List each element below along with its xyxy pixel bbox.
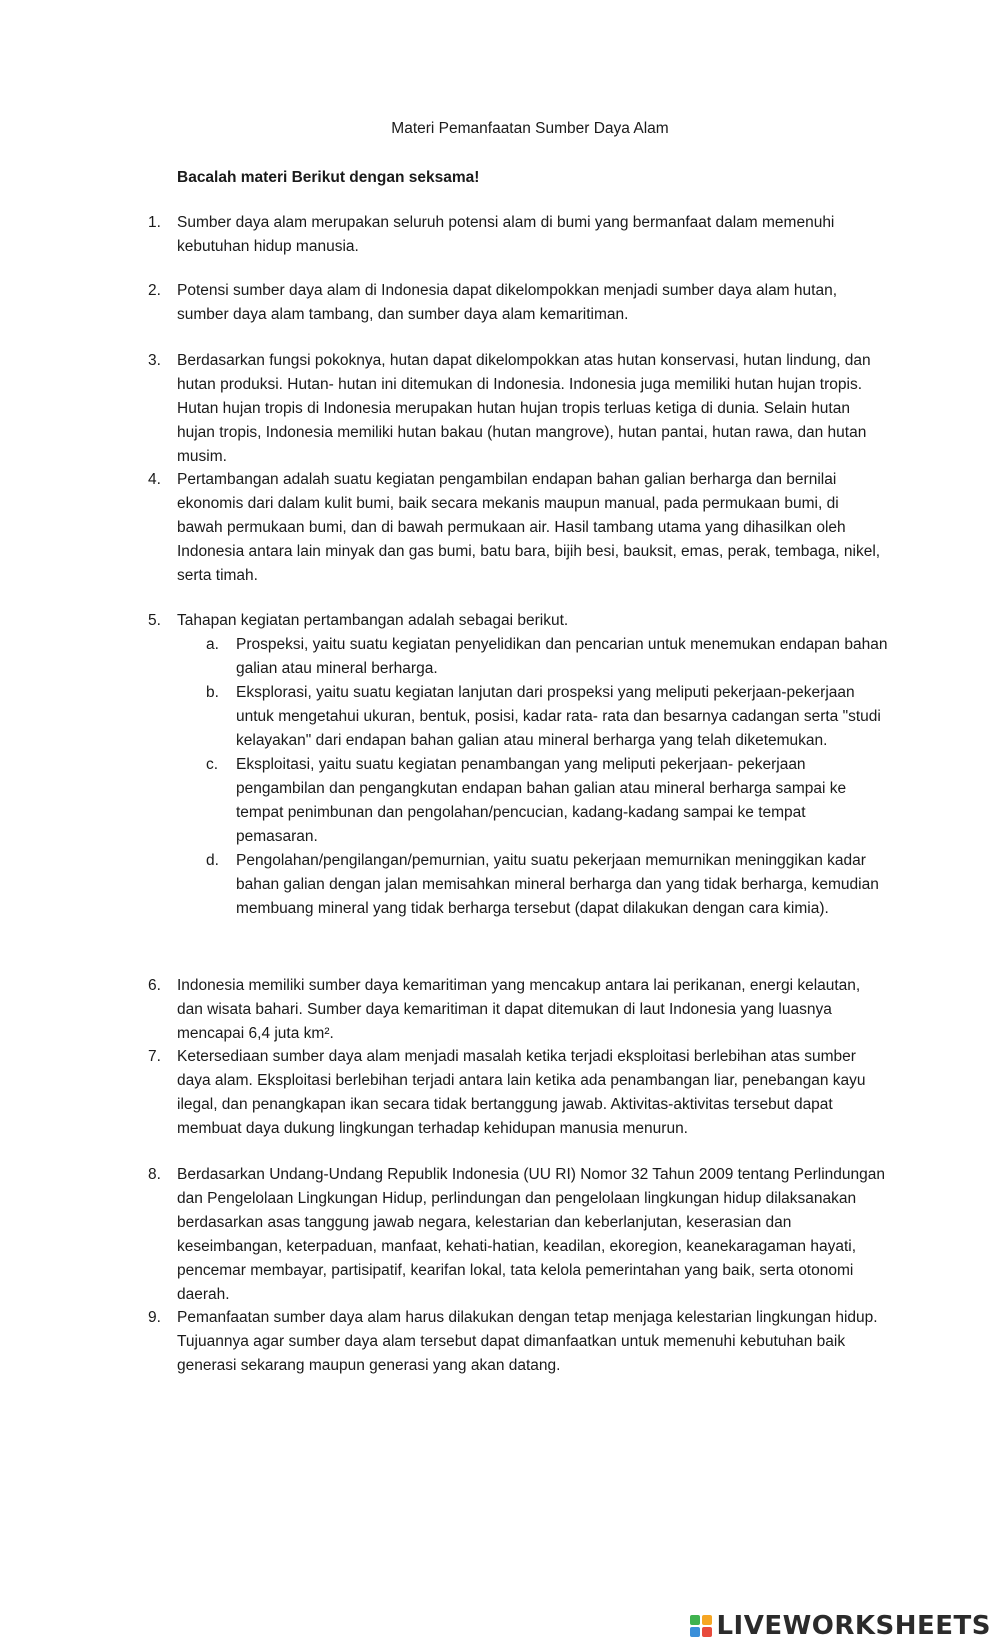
item-text: Pertambangan adalah suatu kegiatan pengambilan endapan bahan galian berharga dan bernilai ekonomis dari dalam kulit bumi, baik secara mekanis maupun manual, pada permukaan bumi, di bawah permukaan bumi, dan di bawah permukaan air. Hasil tambang utama yang dihasilkan oleh Indonesia antara lain minyak dan gas bumi, batu bara, bijih besi, bauksit, emas, perak, tembaga, nikel, serta timah.: [177, 471, 881, 584]
logo-icon: [690, 1615, 712, 1637]
subitem-letter: b.: [206, 684, 219, 701]
list-item-5: [148, 609, 888, 921]
item-text: Berdasarkan fungsi pokoknya, hutan dapat dikelompokkan atas hutan konservasi, hutan lindung, dan hutan produksi. Hutan- hutan ini ditemukan di Indonesia. Indonesia juga memiliki hutan hujan tropis. Hutan hujan tropis di Indonesia merupakan hutan hujan tropis terluas ketiga di dunia. Selain hutan hujan tropis, Indonesia memiliki hutan bakau (hutan mangrove), hutan pantai, hutan rawa, dan hutan musim.: [177, 352, 871, 465]
subitem-b: [177, 681, 888, 753]
item-text: Potensi sumber daya alam di Indonesia dapat dikelompokkan menjadi sumber daya alam hutan, sumber daya alam tambang, dan sumber daya alam kemaritiman.: [177, 282, 837, 323]
subitem-text: Eksploitasi, yaitu suatu kegiatan penambangan yang meliputi pekerjaan- pekerjaan pengambilan dan pengangkutan endapan bahan galian atau mineral berharga sampai ke tempat penimbunan dan pengolahan/pencucian, kadang-kadang sampai ke tempat pemasaran.: [236, 756, 847, 845]
list-item-9: [148, 1306, 888, 1378]
instruction-text: Bacalah materi Berikut dengan seksama!: [177, 169, 480, 186]
list-item-7: [148, 1045, 888, 1141]
subitem-letter: c.: [206, 756, 219, 773]
subitem-a: [177, 633, 888, 681]
subitem-text: Eksplorasi, yaitu suatu kegiatan lanjutan dari prospeksi yang meliputi pekerjaan-pekerjaan untuk mengetahui ukuran, bentuk, posisi, kadar rata- rata dan besarnya cadangan serta "studi kelayakan" dari endapan bahan galian atau mineral berharga yang telah diketemukan.: [236, 684, 881, 749]
list-item-6: [148, 974, 888, 1046]
logo-square-red: [702, 1627, 712, 1637]
item-number: 6.: [148, 977, 161, 994]
list-item-3: [148, 349, 888, 469]
item-text: Tahapan kegiatan pertambangan adalah sebagai berikut.: [177, 612, 569, 629]
item-number: 3.: [148, 352, 161, 369]
item-text: Sumber daya alam merupakan seluruh potensi alam di bumi yang bermanfaat dalam memenuhi kebutuhan hidup manusia.: [177, 214, 835, 255]
list-item-8: [148, 1163, 888, 1307]
item-text: Pemanfaatan sumber daya alam harus dilakukan dengan tetap menjaga kelestarian lingkungan hidup. Tujuannya agar sumber daya alam tersebut dapat dimanfaatkan untuk memenuhi kebutuhan baik generasi sekarang maupun generasi yang akan datang.: [177, 1309, 878, 1374]
item-number: 8.: [148, 1166, 161, 1183]
subitem-letter: a.: [206, 636, 219, 653]
liveworksheets-logo: [690, 1611, 991, 1641]
logo-square-orange: [702, 1615, 712, 1625]
document-title: Materi Pemanfaatan Sumber Daya Alam: [391, 120, 669, 137]
item-number: 4.: [148, 471, 161, 488]
subitem-letter: d.: [206, 852, 219, 869]
subitem-c: [177, 753, 888, 849]
item-number: 2.: [148, 282, 161, 299]
item-number: 1.: [148, 214, 161, 231]
item-text: Berdasarkan Undang-Undang Republik Indonesia (UU RI) Nomor 32 Tahun 2009 tentang Perlindungan dan Pengelolaan Lingkungan Hidup, perlindungan dan pengelolaan lingkungan hidup dilaksanakan berdasarkan asas tanggung jawab negara, kelestarian dan keberlanjutan, keserasian dan keseimbangan, keterpaduan, manfaat, kehati-hatian, keadilan, ekoregion, keanekaragaman hayati, pencemar membayar, partisipatif, kearifan lokal, tata kelola pemerintahan yang baik, serta otonomi daerah.: [177, 1166, 885, 1303]
item-text: Ketersediaan sumber daya alam menjadi masalah ketika terjadi eksploitasi berlebihan atas sumber daya alam. Eksploitasi berlebihan terjadi antara lain ketika ada penambangan liar, penebangan kayu ilegal, dan penangkapan ikan secara tidak bertanggung jawab. Aktivitas-aktivitas tersebut dapat membuat daya dukung lingkungan terhadap kehidupan manusia menurun.: [177, 1048, 866, 1137]
logo-square-blue: [690, 1627, 700, 1637]
item-text: Indonesia memiliki sumber daya kemaritiman yang mencakup antara lai perikanan, energi kelautan, dan wisata bahari. Sumber daya kemaritiman it dapat ditemukan di laut Indonesia yang luasnya mencapai 6,4 juta km².: [177, 977, 861, 1042]
item-number: 9.: [148, 1309, 161, 1326]
list-item-1: [148, 211, 888, 259]
list-item-2: [148, 279, 888, 327]
list-item-4: [148, 468, 888, 588]
item-number: 5.: [148, 612, 161, 629]
logo-text: LIVEWORKSHEETS: [716, 1611, 991, 1641]
item-number: 7.: [148, 1048, 161, 1065]
subitem-text: Pengolahan/pengilangan/pemurnian, yaitu suatu pekerjaan memurnikan meninggikan kadar bahan galian dengan jalan memisahkan mineral berharga dan yang tidak berharga, kemudian membuang mineral yang tidak berharga tersebut (dapat dilakukan dengan cara kimia).: [236, 852, 879, 917]
subitem-d: [177, 849, 888, 921]
subitem-text: Prospeksi, yaitu suatu kegiatan penyelidikan dan pencarian untuk menemukan endapan bahan galian atau mineral berharga.: [236, 636, 888, 677]
logo-square-green: [690, 1615, 700, 1625]
